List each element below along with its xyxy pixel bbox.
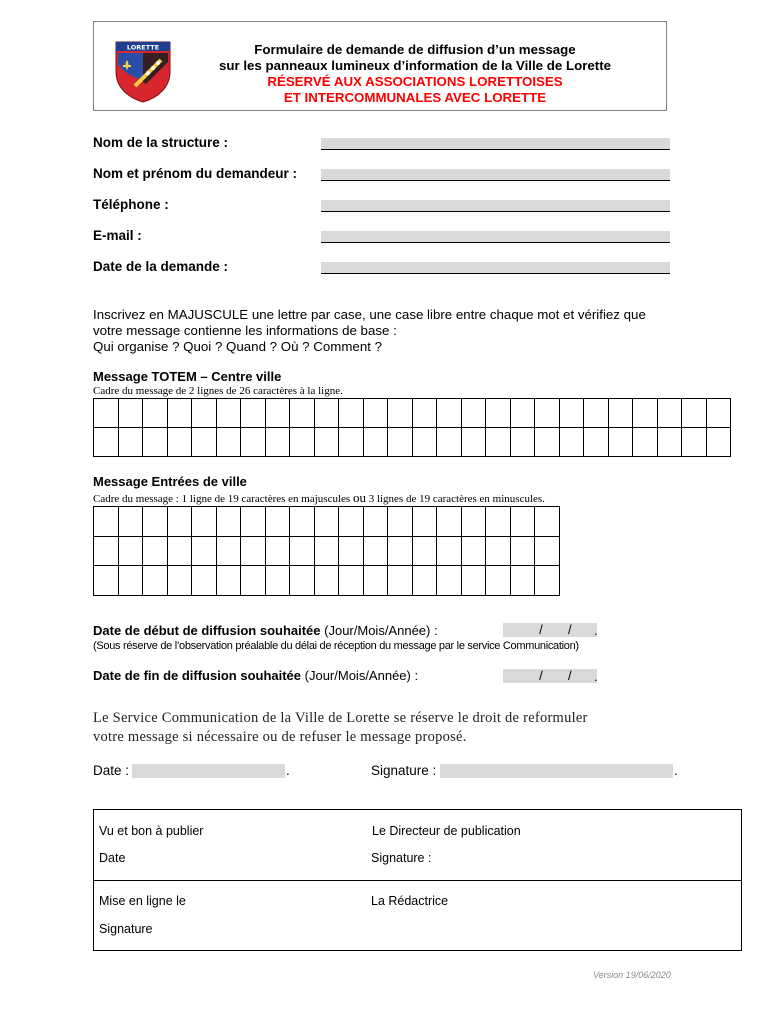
entrees-char-cell[interactable] [412, 536, 437, 566]
totem-char-cell[interactable] [192, 428, 217, 457]
end-date-end-dot: . [594, 669, 598, 684]
entrees-char-cell[interactable] [216, 536, 241, 566]
totem-char-cell[interactable] [192, 399, 217, 428]
entrees-char-cell[interactable] [290, 566, 315, 596]
entrees-char-cell[interactable] [314, 566, 339, 596]
totem-char-cell[interactable] [167, 399, 192, 428]
totem-char-cell[interactable] [510, 399, 535, 428]
entrees-char-cell[interactable] [94, 566, 119, 596]
entrees-char-cell[interactable] [486, 507, 511, 537]
entrees-char-cell[interactable] [143, 536, 168, 566]
entrees-char-cell[interactable] [167, 507, 192, 537]
entrees-subtitle-part-a: Cadre du message : 1 ligne de 19 caractères en majuscules [93, 493, 353, 505]
entrees-char-cell[interactable] [118, 507, 143, 537]
totem-char-cell[interactable] [143, 399, 168, 428]
entrees-char-cell[interactable] [510, 536, 535, 566]
office-use-divider [93, 880, 742, 881]
totem-char-cell[interactable] [167, 428, 192, 457]
logo-lettering: LORETTE [126, 43, 160, 52]
totem-char-cell[interactable] [143, 428, 168, 457]
totem-section-title: Message TOTEM – Centre ville [93, 369, 282, 384]
totem-char-cell[interactable] [118, 428, 143, 457]
totem-message-grid [93, 398, 731, 457]
end-date-field[interactable] [503, 669, 597, 683]
entrees-char-cell[interactable] [412, 566, 437, 596]
signoff-date-dot: . [286, 763, 290, 778]
entrees-char-cell[interactable] [535, 536, 560, 566]
reserved-notice-line-2: ET INTERCOMMUNALES AVEC LORETTE [283, 90, 547, 105]
totem-char-cell[interactable] [241, 399, 266, 428]
entrees-char-cell[interactable] [314, 507, 339, 537]
entrees-row [94, 507, 560, 537]
entrees-char-cell[interactable] [461, 507, 486, 537]
field-label-structure: Nom de la structure : [93, 135, 229, 150]
entrees-char-cell[interactable] [118, 566, 143, 596]
entrees-char-cell[interactable] [486, 536, 511, 566]
entrees-char-cell[interactable] [461, 536, 486, 566]
signoff-signature-label: Signature : [371, 763, 437, 778]
entrees-char-cell[interactable] [437, 566, 462, 596]
totem-char-cell[interactable] [535, 399, 560, 428]
totem-char-cell[interactable] [682, 399, 707, 428]
request-date-field[interactable] [321, 262, 670, 274]
totem-char-cell[interactable] [363, 428, 388, 457]
signoff-date-label: Date : [93, 763, 130, 778]
entrees-char-cell[interactable] [290, 536, 315, 566]
entrees-char-cell[interactable] [265, 507, 290, 537]
approval-date-label: Date [99, 851, 126, 865]
start-date-note: (Sous réserve de l’observation préalable du délai de réception du message par le service Communication) [93, 640, 579, 652]
entrees-char-cell[interactable] [241, 507, 266, 537]
field-label-date-demande: Date de la demande : [93, 259, 229, 274]
totem-char-cell[interactable] [94, 428, 119, 457]
entrees-char-cell[interactable] [412, 507, 437, 537]
structure-name-field[interactable] [321, 138, 670, 150]
entrees-char-cell[interactable] [241, 536, 266, 566]
totem-section-subtitle: Cadre du message de 2 lignes de 26 caractères à la ligne. [93, 385, 343, 397]
entrees-char-cell[interactable] [437, 536, 462, 566]
reserved-notice-line-1: RÉSERVÉ AUX ASSOCIATIONS LORETTOISES [267, 74, 563, 89]
totem-char-cell[interactable] [633, 428, 658, 457]
signoff-signature-dot: . [674, 763, 678, 778]
totem-row [94, 428, 731, 457]
entrees-char-cell[interactable] [143, 507, 168, 537]
totem-char-cell[interactable] [363, 399, 388, 428]
field-label-demandeur: Nom et prénom du demandeur : [93, 166, 298, 181]
totem-char-cell[interactable] [412, 428, 437, 457]
entrees-char-cell[interactable] [265, 566, 290, 596]
approval-label: Vu et bon à publier [99, 824, 204, 838]
totem-char-cell[interactable] [265, 428, 290, 457]
signoff-signature-field[interactable] [440, 764, 673, 778]
editor-signature-label: Signature [99, 922, 153, 936]
entrees-char-cell[interactable] [363, 536, 388, 566]
disclaimer-line-1: Le Service Communication de la Ville de Lorette se réserve le droit de reformuler [93, 710, 588, 726]
entrees-char-cell[interactable] [388, 507, 413, 537]
entrees-char-cell[interactable] [167, 566, 192, 596]
totem-char-cell[interactable] [633, 399, 658, 428]
entrees-char-cell[interactable] [265, 536, 290, 566]
totem-char-cell[interactable] [657, 428, 682, 457]
entrees-char-cell[interactable] [192, 507, 217, 537]
end-date-label-bold: Date de fin de diffusion souhaitée [93, 668, 302, 683]
totem-char-cell[interactable] [510, 428, 535, 457]
start-date-label-bold: Date de début de diffusion souhaitée [93, 623, 321, 638]
form-title-line-1: Formulaire de demande de diffusion d’un message [254, 42, 576, 57]
totem-char-cell[interactable] [94, 399, 119, 428]
editor-label: La Rédactrice [371, 894, 449, 908]
totem-char-cell[interactable] [290, 428, 315, 457]
totem-char-cell[interactable] [388, 399, 413, 428]
totem-char-cell[interactable] [584, 428, 609, 457]
entrees-char-cell[interactable] [510, 566, 535, 596]
entrees-char-cell[interactable] [216, 507, 241, 537]
entrees-char-cell[interactable] [241, 566, 266, 596]
totem-char-cell[interactable] [339, 428, 364, 457]
instructions-line-3: Qui organise ? Quoi ? Quand ? Où ? Comment ? [93, 339, 382, 354]
email-field[interactable] [321, 231, 670, 243]
entrees-char-cell[interactable] [339, 566, 364, 596]
totem-char-cell[interactable] [559, 428, 584, 457]
online-date-label: Mise en ligne le [99, 894, 186, 908]
end-date-label-format: (Jour/Mois/Année) : [301, 668, 419, 683]
entrees-char-cell[interactable] [535, 507, 560, 537]
totem-char-cell[interactable] [486, 428, 511, 457]
disclaimer-line-2: votre message si nécessaire ou de refuser le message proposé. [93, 729, 467, 745]
entrees-char-cell[interactable] [118, 536, 143, 566]
totem-char-cell[interactable] [314, 399, 339, 428]
entrees-subtitle-part-b: 3 lignes de 19 caractères en minuscules. [365, 493, 545, 505]
entrees-char-cell[interactable] [535, 566, 560, 596]
signoff-date-field[interactable] [132, 764, 285, 778]
end-date-label [93, 668, 418, 683]
field-label-telephone: Téléphone : [93, 197, 169, 212]
totem-char-cell[interactable] [412, 399, 437, 428]
phone-field[interactable] [321, 200, 670, 212]
entrees-char-cell[interactable] [363, 507, 388, 537]
lorette-coat-of-arms-logo [113, 38, 173, 104]
entrees-char-cell[interactable] [192, 566, 217, 596]
form-title-line-2: sur les panneaux lumineux d’information de la Ville de Lorette [218, 58, 612, 73]
totem-char-cell[interactable] [437, 399, 462, 428]
entrees-section-title: Message Entrées de ville [93, 474, 247, 489]
entrees-char-cell[interactable] [314, 536, 339, 566]
entrees-char-cell[interactable] [290, 507, 315, 537]
totem-char-cell[interactable] [437, 428, 462, 457]
totem-char-cell[interactable] [706, 399, 731, 428]
entrees-message-grid [93, 506, 560, 596]
entrees-subtitle-ou: ou [352, 490, 366, 505]
entrees-char-cell[interactable] [94, 507, 119, 537]
entrees-char-cell[interactable] [388, 566, 413, 596]
totem-char-cell[interactable] [535, 428, 560, 457]
totem-char-cell[interactable] [118, 399, 143, 428]
start-date-label [93, 623, 438, 638]
totem-char-cell[interactable] [461, 399, 486, 428]
entrees-char-cell[interactable] [216, 566, 241, 596]
totem-char-cell[interactable] [290, 399, 315, 428]
entrees-char-cell[interactable] [437, 507, 462, 537]
publication-director-label: Le Directeur de publication [372, 824, 521, 838]
entrees-char-cell[interactable] [363, 566, 388, 596]
entrees-char-cell[interactable] [167, 536, 192, 566]
end-date-separators: / / [503, 668, 572, 683]
entrees-char-cell[interactable] [192, 536, 217, 566]
totem-char-cell[interactable] [216, 428, 241, 457]
entrees-char-cell[interactable] [486, 566, 511, 596]
totem-char-cell[interactable] [241, 428, 266, 457]
requester-name-field[interactable] [321, 169, 670, 181]
start-date-end-dot: . [594, 623, 598, 638]
totem-char-cell[interactable] [608, 399, 633, 428]
totem-char-cell[interactable] [559, 399, 584, 428]
field-label-email: E-mail : [93, 228, 142, 243]
director-signature-label: Signature : [371, 851, 432, 865]
entrees-char-cell[interactable] [461, 566, 486, 596]
entrees-char-cell[interactable] [510, 507, 535, 537]
entrees-char-cell[interactable] [388, 536, 413, 566]
totem-char-cell[interactable] [314, 428, 339, 457]
entrees-char-cell[interactable] [94, 536, 119, 566]
totem-char-cell[interactable] [265, 399, 290, 428]
version-label: Version 19/06/2020 [593, 970, 671, 980]
instructions-line-2: votre message contienne les informations de base : [93, 323, 397, 338]
instructions-line-1: Inscrivez en MAJUSCULE une lettre par case, une case libre entre chaque mot et vérifiez que [93, 307, 646, 322]
totem-char-cell[interactable] [388, 428, 413, 457]
entrees-char-cell[interactable] [143, 566, 168, 596]
totem-char-cell[interactable] [486, 399, 511, 428]
totem-char-cell[interactable] [706, 428, 731, 457]
totem-char-cell[interactable] [461, 428, 486, 457]
totem-char-cell[interactable] [339, 399, 364, 428]
start-date-field[interactable] [503, 623, 597, 637]
entrees-row [94, 566, 560, 596]
totem-char-cell[interactable] [657, 399, 682, 428]
start-date-separators: / / [503, 622, 572, 637]
totem-char-cell[interactable] [682, 428, 707, 457]
start-date-label-format: (Jour/Mois/Année) : [320, 623, 438, 638]
totem-char-cell[interactable] [584, 399, 609, 428]
totem-char-cell[interactable] [608, 428, 633, 457]
entrees-char-cell[interactable] [339, 536, 364, 566]
totem-char-cell[interactable] [216, 399, 241, 428]
entrees-row [94, 536, 560, 566]
totem-row [94, 399, 731, 428]
entrees-char-cell[interactable] [339, 507, 364, 537]
entrees-section-subtitle [93, 490, 545, 506]
